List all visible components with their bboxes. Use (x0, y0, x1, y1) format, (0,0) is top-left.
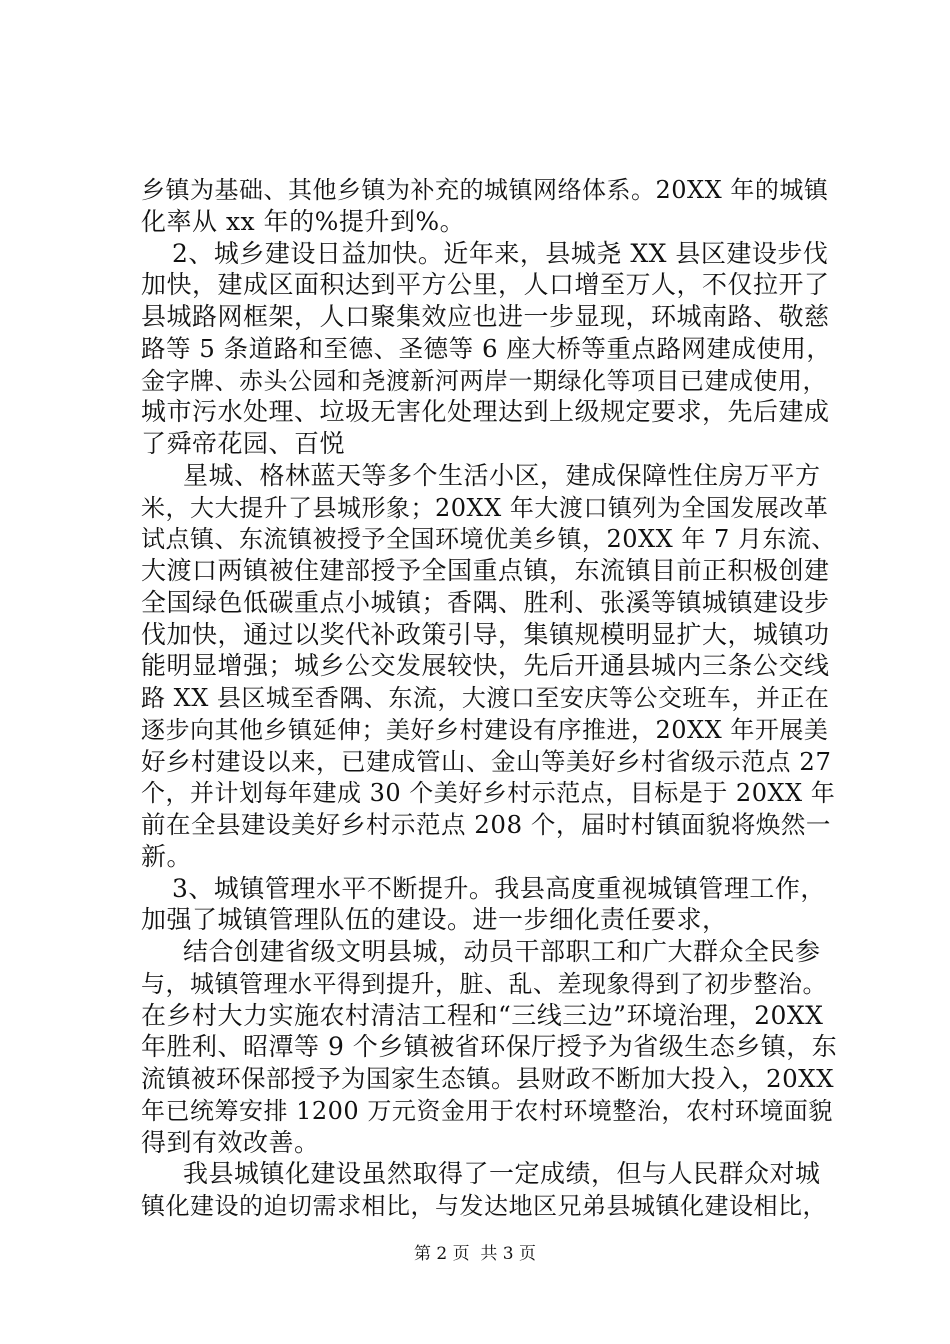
text-line: 城市污水处理、垃圾无害化处理达到上级规定要求，先后建成 (141, 397, 830, 426)
text-line: 结合创建省级文明县城，动员干部职工和广大群众全民参 (183, 937, 821, 966)
text-line: 能明显增强；城乡公交发展较快，先后开通县城内三条公交线 (141, 651, 830, 680)
text-line: 加快，建成区面积达到平方公里，人口增至万人，不仅拉开了 (141, 270, 830, 299)
text-line: 3、城镇管理水平不断提升。我县高度重视城镇管理工作， (172, 874, 826, 903)
text-line: 星城、格林蓝天等多个生活小区，建成保障性住房万平方 (183, 461, 821, 490)
text-line: 全国绿色低碳重点小城镇；香隅、胜利、张溪等镇城镇建设步 (141, 588, 830, 617)
text-line: 个，并计划每年建成 30 个美好乡村示范点，目标是于 20XX 年 (141, 779, 836, 807)
text-line: 了舜帝花园、百悦 (141, 429, 346, 458)
text-line: 我县城镇化建设虽然取得了一定成绩，但与人民群众对城 (183, 1159, 821, 1188)
text-line: 年已统筹安排 1200 万元资金用于农村环境整治，农村环境面貌 (141, 1097, 833, 1125)
text-line: 化率从 xx 年的%提升到%。 (141, 207, 466, 236)
page-number-footer: 第 2 页 共 3 页 (413, 1244, 537, 1264)
text-line: 大渡口两镇被住建部授予全国重点镇，东流镇目前正积极创建 (141, 556, 830, 585)
text-line: 县城路网框架，人口聚集效应也进一步显现，环城南路、敬慈 (141, 302, 830, 331)
text-line: 新。 (141, 842, 193, 871)
text-line: 流镇被环保部授予为国家生态镇。县财政不断加大投入，20XX (141, 1064, 835, 1093)
text-line: 2、城乡建设日益加快。近年来，县城尧 XX 县区建设步伐 (172, 239, 829, 268)
text-line: 在乡村大力实施农村清洁工程和“三线三边”环境治理，20XX (141, 1001, 824, 1030)
text-line: 米，大大提升了县城形象；20XX 年大渡口镇列为全国发展改革 (141, 494, 829, 522)
text-line: 加强了城镇管理队伍的建设。进一步细化责任要求， (141, 905, 728, 934)
text-line: 与，城镇管理水平得到提升，脏、乱、差现象得到了初步整治。 (141, 970, 827, 998)
text-line: 金字牌、赤头公园和尧渡新河两岸一期绿化等项目已建成使用， (141, 367, 827, 395)
text-line: 前在全县建设美好乡村示范点 208 个，届时村镇面貌将焕然一 (141, 810, 831, 839)
text-line: 年胜利、昭潭等 9 个乡镇被省环保厅授予为省级生态乡镇，东 (141, 1032, 838, 1061)
text-line: 乡镇为基础、其他乡镇为补充的城镇网络体系。20XX 年的城镇 (141, 176, 829, 204)
text-line: 伐加快，通过以奖代补政策引导，集镇规模明显扩大，城镇功 (141, 620, 830, 649)
text-line: 好乡村建设以来，已建成管山、金山等美好乡村省级示范点 27 (141, 747, 832, 776)
text-line: 试点镇、东流镇被授予全国环境优美乡镇，20XX 年 7 月东流、 (141, 525, 836, 553)
text-line: 镇化建设的迫切需求相比，与发达地区兄弟县城镇化建设相比， (141, 1192, 827, 1220)
text-line: 逐步向其他乡镇延伸；美好乡村建设有序推进，20XX 年开展美 (141, 716, 829, 744)
text-line: 路 XX 县区城至香隅、东流，大渡口至安庆等公交班车，并正在 (141, 684, 830, 712)
text-line: 得到有效改善。 (141, 1128, 320, 1157)
text-line: 路等 5 条道路和至德、圣德等 6 座大桥等重点路网建成使用， (141, 334, 832, 363)
